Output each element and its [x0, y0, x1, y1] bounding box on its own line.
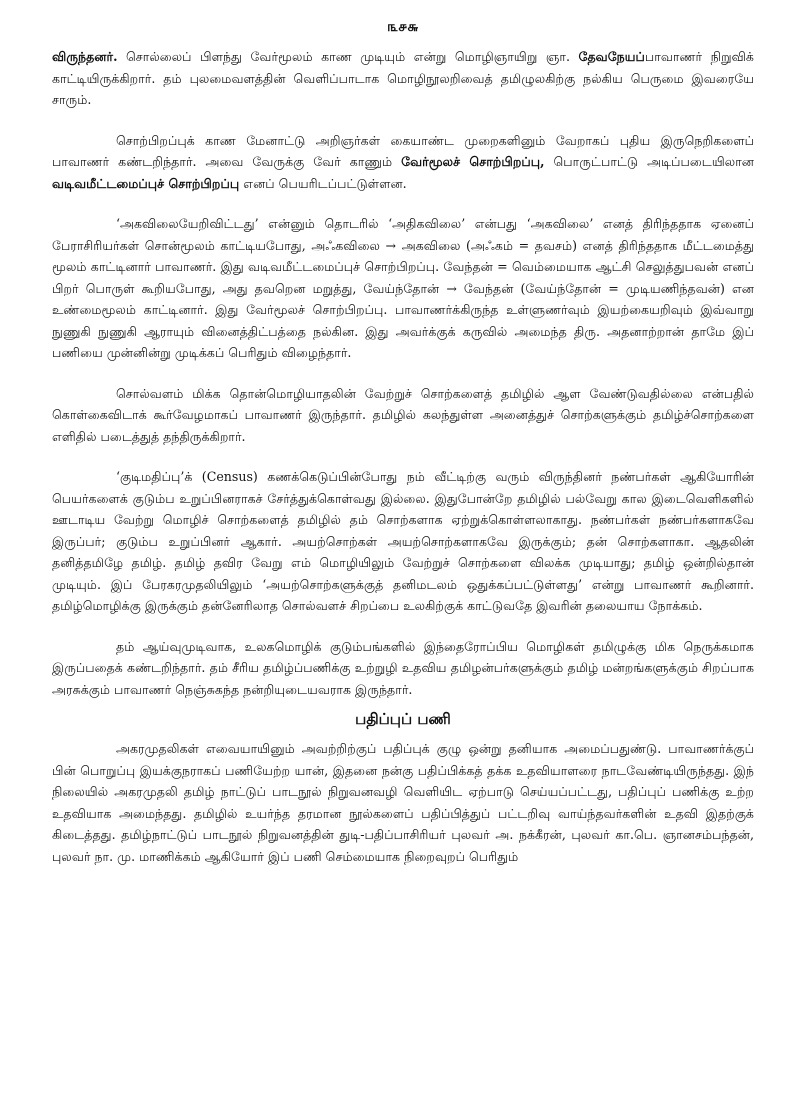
page-number: ௩௪௬	[387, 19, 419, 35]
text-run: சொல்லைப் பிளந்து வேர்மூலம் காண முடியும் என்று மொழிஞாயிறு ஞா.	[117, 49, 579, 64]
document-page	[52, 14, 754, 1094]
paragraph-gap	[52, 617, 754, 636]
paragraph-p1	[52, 46, 754, 111]
bold-term: விருந்தனர்.	[52, 49, 118, 64]
paragraph-p5	[52, 466, 754, 617]
text-run: ‘குடிமதிப்பு’க் (Census) கணக்கெடுப்பின்போது நம் வீட்டிற்கு வரும் விருந்தினர் நண்பர்கள் ஆகியோரின் பெயர்களைக் குடும்ப உறுப்பினராகச் சேர்த்துக்கொள்வது இல்லை. இதுபோன்றே தமிழில் பல்வேறு கால இடைவெளிகளில் ஊடாடிய வேற்று மொழிச் சொற்களைத் தமிழில் தம் சொற்களாக ஏற்றுக்கொள்ளலாகாது. நண்பர்கள் நண்பர்களாகவே இருப்பர்; குடும்ப உறுப்பினர் ஆகார். அயற்சொற்கள் அயற்சொற்களாகவே இருக்கும்; தன் சொற்களாகா. ஆதலின் தனித்தமிழே தமிழ். தமிழ் தவிர வேறு எம் மொழியிலும் வேற்றுச் சொற்களை விலக்க முடியாது; தமிழ் ஒன்றில்தான் முடியும். இப் பேரகரமுதலியிலும் ‘அயற்சொற்களுக்குத் தனிமடலம் ஒதுக்கப்பட்டுள்ளது’ என்று பாவாணர் கூறினார். தமிழ்மொழிக்கு இருக்கும் தன்னேரிலாத சொல்வளச் சிறப்பை உலகிற்குக் காட்டுவதே இவரின் தலையாய நோக்கம்.	[52, 469, 754, 613]
body-text	[52, 46, 754, 700]
paragraph-gap	[52, 447, 754, 466]
paragraph-p3	[52, 213, 754, 364]
bold-term: வடிவமீட்டமைப்புச் சொற்பிறப்பு	[52, 175, 240, 191]
paragraph-gap	[52, 364, 754, 383]
bold-term: வேர்மூலச் சொற்பிறப்பு,	[401, 154, 545, 169]
bold-term: தேவநேயப்	[578, 49, 645, 64]
paragraph-gap	[52, 111, 754, 130]
paragraph-p6	[52, 636, 754, 701]
paragraph-p4	[52, 383, 754, 448]
paragraph-p2	[52, 130, 754, 195]
text-run: சொற்பிறப்புக் காண மேனாட்டு அறிஞர்கள் கையாண்ட முறைகளினும் வேறாகப் புதிய இருநெறிகளைப் பாவாணர் கண்டறிந்தார். அவை வேருக்கு வேர் காணும்	[52, 132, 754, 169]
paragraph-p7	[52, 738, 754, 867]
paragraph-gap	[52, 194, 754, 213]
text-run: ‘அகவிலையேறிவிட்டது’ என்னும் தொடரில் ‘அதிகவிலை’ என்பது ‘அகவிலை’ எனத் திரிந்ததாக ஏனைப் பேராசிரியர்கள் சொன்மூலம் காட்டியபோது, அஃகவிலை → அகவிலை (அஃகம் = தவசம்) எனத் திரிந்ததாக மீட்டமைத்து மூலம் காட்டினார் பாவாணர். இது வடிவமீட்டமைப்புச் சொற்பிறப்பு. வேந்தன் = வெம்மையாக ஆட்சி செலுத்துபவன் எனப் பிறர் பொருள் கூறியபோது, அது தவறென மறுத்து, வேய்ந்தோன் → வேந்தன் (வேய்ந்தோன் = முடியணிந்தவன்) என உண்மைமூலம் காட்டினார். இது வேர்மூலச் சொற்பிறப்பு. பாவாணர்க்கிருந்த உள்ளுணர்வும் இயற்கையறிவும் இவ்வாறு நுணுகி நுணுகி ஆராயும் வினைத்திட்பத்தை நல்கின. இது அவர்க்குக் கருவில் அமைந்த திரு. அதனாற்றான் தாமே இப் பணியை முன்னின்று முடிக்கப் பெரிதும் விழைந்தார்.	[52, 216, 755, 360]
section-body-text	[52, 738, 754, 867]
text-run: சொல்வளம் மிக்க தொன்மொழியாதலின் வேற்றுச் சொற்களைத் தமிழில் ஆள வேண்டுவதில்லை என்பதில் கொள்கைவிடாக் கூர்வேழமாகப் பாவாணர் இருந்தார். தமிழில் கலந்துள்ள அனைத்துச் சொற்களுக்கும் தமிழ்ச்சொற்களை எளிதில் படைத்துத் தந்திருக்கிறார்.	[52, 385, 754, 444]
text-run: எனப் பெயரிடப்பட்டுள்ளன.	[239, 175, 407, 191]
text-run: அகரமுதலிகள் எவையாயினும் அவற்றிற்குப் பதிப்புக் குழு ஒன்று தனியாக அமைப்பதுண்டு. பாவாணர்க்குப் பின் பொறுப்பு இயக்குநராகப் பணியேற்ற யான், இதனை நன்கு பதிப்பிக்கத் தக்க உதவியாளரை நாடவேண்டியிருந்தது. இந் நிலையில் அகரமுதலி தமிழ் நாட்டுப் பாடநூல் நிறுவனவழி வெளியிட ஏற்பாடு செய்யப்பட்டது, பதிப்புப் பணிக்கு உற்ற உதவியாக அமைந்தது. தமிழில் உயர்ந்த தரமான நூல்களைப் பதிப்பித்துப் பட்டறிவு வாய்ந்தவர்களின் உதவி இதற்குக் கிடைத்தது. தமிழ்நாட்டுப் பாடநூல் நிறுவனத்தின் துடி-பதிப்பாசிரியர் புலவர் அ. நக்கீரன், புலவர் கா.பெ. ஞானசம்பந்தன், புலவர் நா. மு. மாணிக்கம் ஆகியோர் இப் பணி செம்மையாக நிறைவுறப் பெரிதும்	[52, 741, 754, 864]
text-run: பாவாணர் நிறுவிக் காட்டியிருக்கிறார். தம் புலமைவளத்தின் வெளிப்பாடாக மொழிநூலறிவைத் தமிழுலகிற்கு நல்கிய பெருமை இவரையே சாரும்.	[52, 49, 754, 107]
text-run: தம் ஆய்வுமுடிவாக, உலகமொழிக் குடும்பங்களில் இந்தைரோப்பிய மொழிகள் தமிழுக்கு மிக நெருக்கமாக இருப்பதைக் கண்டறிந்தார். தம் சீரிய தமிழ்ப்பணிக்கு உற்றுழி உதவிய தமிழன்பர்களுக்கும் தமிழ் மன்றங்களுக்கும் சிறப்பாக அரசுக்கும் பாவாணர் நெஞ்சுகந்த நன்றியுடையவராக இருந்தார்.	[52, 638, 754, 697]
section-heading: பதிப்புப் பணி	[355, 710, 451, 728]
text-run: பொருட்பாட்டு அடிப்படையிலான	[544, 154, 754, 169]
